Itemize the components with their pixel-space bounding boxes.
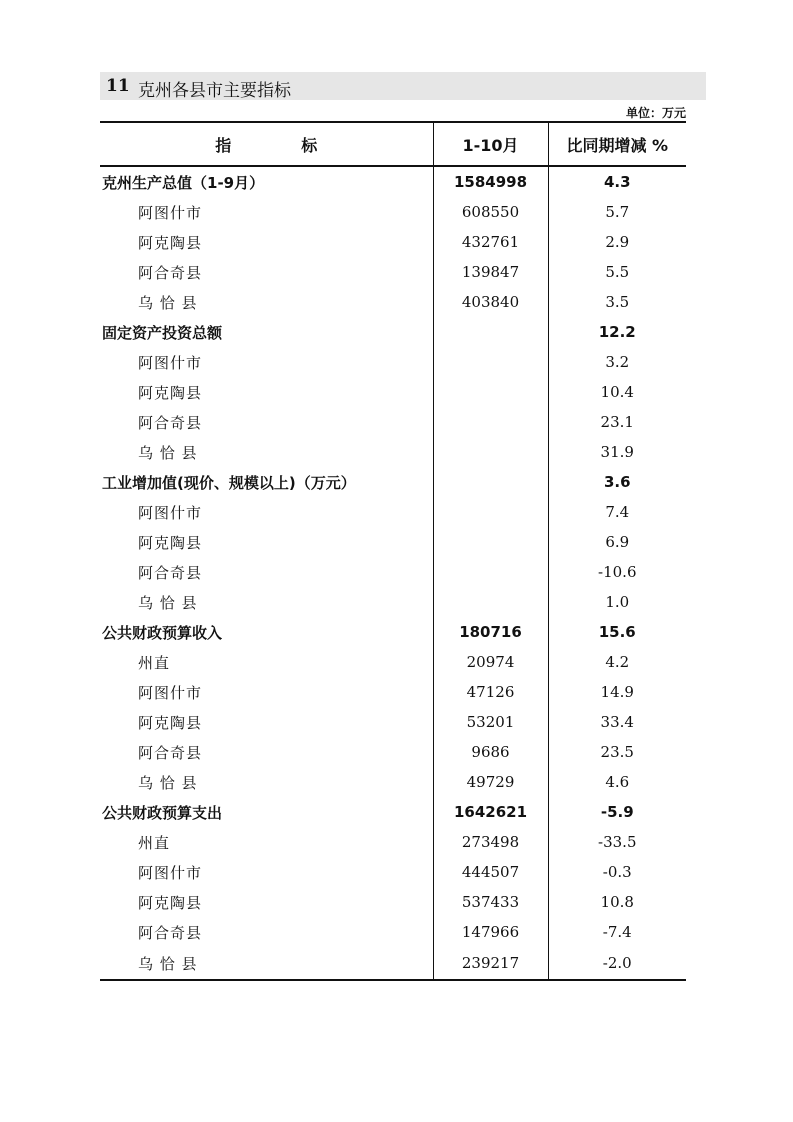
unit-label: 单位：万元 <box>625 106 686 120</box>
row-name-cell: 阿合奇县 <box>138 263 203 282</box>
row-value-cell <box>433 347 548 377</box>
row-value-cell <box>433 317 548 347</box>
row-value-cell: 444507 <box>433 857 548 887</box>
row-value-cell: 239217 <box>433 947 548 980</box>
table-group-row <box>100 317 686 347</box>
row-change-cell: 23.1 <box>548 407 686 437</box>
row-name-cell: 乌 恰 县 <box>138 773 198 792</box>
row-change-cell: 3.6 <box>548 467 686 497</box>
header-period: 1-10月 <box>433 122 548 166</box>
row-value-cell <box>433 407 548 437</box>
row-value-cell: 180716 <box>433 617 548 647</box>
row-name-cell: 乌 恰 县 <box>138 443 198 462</box>
table-row <box>100 437 686 467</box>
row-name-cell: 阿图什市 <box>138 203 203 222</box>
row-change-cell: 5.5 <box>548 257 686 287</box>
row-name-cell: 工业增加值(现价、规模以上)（万元） <box>102 473 356 492</box>
table-row <box>100 347 686 377</box>
row-change-cell: -0.3 <box>548 857 686 887</box>
row-change-cell: 3.2 <box>548 347 686 377</box>
table-row <box>100 407 686 437</box>
row-name-cell: 阿克陶县 <box>138 533 203 552</box>
table-row <box>100 287 686 317</box>
row-value-cell <box>433 527 548 557</box>
row-value-cell: 608550 <box>433 197 548 227</box>
row-change-cell: 5.7 <box>548 197 686 227</box>
row-change-cell: 7.4 <box>548 497 686 527</box>
table-row <box>100 887 686 917</box>
row-value-cell: 1584998 <box>433 166 548 197</box>
row-value-cell <box>433 587 548 617</box>
row-value-cell: 147966 <box>433 917 548 947</box>
table-row <box>100 947 686 980</box>
row-value-cell: 47126 <box>433 677 548 707</box>
row-name-cell: 公共财政预算收入 <box>102 623 223 642</box>
row-value-cell <box>433 377 548 407</box>
row-change-cell: 2.9 <box>548 227 686 257</box>
table-header-row <box>100 122 686 166</box>
table-group-row <box>100 797 686 827</box>
row-value-cell <box>433 467 548 497</box>
header-change: 比同期增减 % <box>548 122 686 166</box>
header-indicator-char-1: 指 <box>215 135 232 155</box>
row-name-cell: 阿克陶县 <box>138 893 203 912</box>
row-value-cell: 9686 <box>433 737 548 767</box>
row-change-cell: 10.4 <box>548 377 686 407</box>
row-value-cell <box>433 437 548 467</box>
table-row <box>100 587 686 617</box>
table-row <box>100 767 686 797</box>
row-value-cell: 53201 <box>433 707 548 737</box>
row-change-cell: 12.2 <box>548 317 686 347</box>
table-row <box>100 197 686 227</box>
row-value-cell: 20974 <box>433 647 548 677</box>
section-title-bar <box>100 72 706 100</box>
row-change-cell: 14.9 <box>548 677 686 707</box>
table-row <box>100 677 686 707</box>
row-change-cell: 31.9 <box>548 437 686 467</box>
table-group-row <box>100 166 686 197</box>
table-row <box>100 647 686 677</box>
row-change-cell: 3.5 <box>548 287 686 317</box>
row-value-cell: 537433 <box>433 887 548 917</box>
row-change-cell: 1.0 <box>548 587 686 617</box>
table-row <box>100 827 686 857</box>
table-row <box>100 527 686 557</box>
row-change-cell: -33.5 <box>548 827 686 857</box>
row-value-cell: 1642621 <box>433 797 548 827</box>
row-value-cell: 432761 <box>433 227 548 257</box>
row-name-cell: 阿图什市 <box>138 683 203 702</box>
row-name-cell: 州直 <box>138 653 171 672</box>
row-name-cell: 阿图什市 <box>138 503 203 522</box>
row-change-cell: 10.8 <box>548 887 686 917</box>
table-row <box>100 377 686 407</box>
row-change-cell: -2.0 <box>548 947 686 980</box>
row-name-cell: 阿合奇县 <box>138 923 203 942</box>
row-change-cell: 23.5 <box>548 737 686 767</box>
row-name-cell: 州直 <box>138 833 171 852</box>
row-change-cell: 6.9 <box>548 527 686 557</box>
row-value-cell <box>433 557 548 587</box>
row-value-cell: 139847 <box>433 257 548 287</box>
table-row <box>100 857 686 887</box>
row-change-cell: 15.6 <box>548 617 686 647</box>
row-value-cell: 403840 <box>433 287 548 317</box>
row-name-cell: 乌 恰 县 <box>100 947 433 980</box>
row-change-cell: -5.9 <box>548 797 686 827</box>
table-row <box>100 917 686 947</box>
header-indicator <box>100 122 433 166</box>
section-title: 克州各县市主要指标 <box>138 81 291 101</box>
row-name-cell: 阿合奇县 <box>138 413 203 432</box>
table-row <box>100 737 686 767</box>
row-value-cell: 273498 <box>433 827 548 857</box>
row-name-cell: 阿克陶县 <box>138 713 203 732</box>
row-change-cell: 4.2 <box>548 647 686 677</box>
row-change-cell: -10.6 <box>548 557 686 587</box>
table-row <box>100 497 686 527</box>
table-row <box>100 557 686 587</box>
row-value-cell: 49729 <box>433 767 548 797</box>
row-change-cell: 4.6 <box>548 767 686 797</box>
row-name-cell: 阿合奇县 <box>138 563 203 582</box>
table-group-row <box>100 467 686 497</box>
row-name-cell: 阿克陶县 <box>138 233 203 252</box>
row-name-cell: 乌 恰 县 <box>138 293 198 312</box>
row-name-cell: 阿图什市 <box>138 863 203 882</box>
table-row <box>100 227 686 257</box>
row-name-cell: 阿图什市 <box>138 353 203 372</box>
row-name-cell: 阿合奇县 <box>138 743 203 762</box>
table-group-row <box>100 617 686 647</box>
row-value-cell <box>433 497 548 527</box>
indicators-table <box>100 121 686 981</box>
row-change-cell: 33.4 <box>548 707 686 737</box>
table-body <box>100 166 686 980</box>
row-change-cell: -7.4 <box>548 917 686 947</box>
section-number: 11 <box>106 76 130 96</box>
row-name-cell: 克州生产总值（1-9月） <box>102 173 265 192</box>
row-name-cell: 乌 恰 县 <box>138 593 198 612</box>
table-row <box>100 707 686 737</box>
row-name-cell: 公共财政预算支出 <box>102 803 223 822</box>
header-indicator-char-2: 标 <box>301 135 318 155</box>
row-change-cell: 4.3 <box>548 166 686 197</box>
row-name-cell: 阿克陶县 <box>138 383 203 402</box>
table-row <box>100 257 686 287</box>
row-name-cell: 固定资产投资总额 <box>102 323 223 342</box>
